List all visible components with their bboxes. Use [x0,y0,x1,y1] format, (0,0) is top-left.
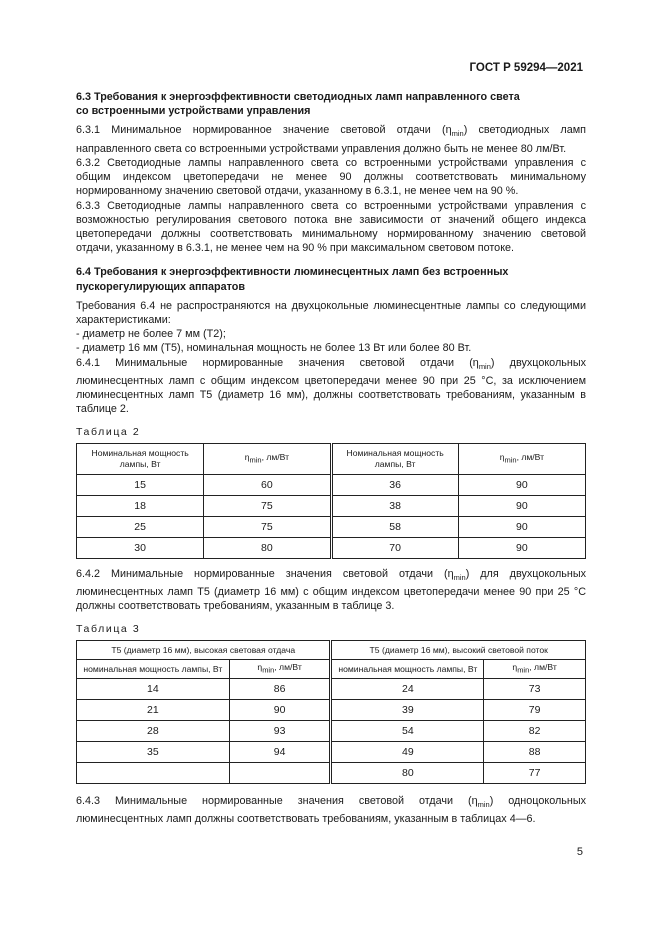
table-cell: 88 [484,741,586,762]
table-cell: 49 [331,741,484,762]
table-3 [76,640,586,784]
table-cell: 90 [229,699,331,720]
section-6-4-heading [76,265,586,293]
header-text: η [257,661,263,672]
table-cell: 28 [77,720,230,741]
table-cell: 14 [77,678,230,699]
table-row [77,474,586,495]
paragraph-text: ) для двухцокольных люминесцентных ламп Т5 (диаметр 16 мм) с общим индексом цветопередачи менее 90 при 25 °С должны соответствовать требованиям, указанным в таблице 3. [76,567,586,613]
header-text: , лм/Вт [516,451,545,462]
page-content [76,90,586,826]
subscript: min [478,361,491,371]
header-text: η [512,661,518,672]
subscript: min [453,572,466,582]
list-item-t2: - диаметр не более 7 мм (Т2); [76,328,226,341]
table-cell: 80 [331,762,484,783]
paragraph-6-4-2 [76,567,586,614]
table-row [77,537,586,558]
table-cell: 25 [77,516,204,537]
paragraph-6-4-1 [76,356,586,417]
table-cell: 75 [204,516,331,537]
subscript: min [249,455,262,465]
paragraph-text: ) одноцокольных люминесцентных ламп должны соответствовать требованиям, указанным в таблицах 4—6. [76,794,587,826]
header-power: номинальная мощность лампы, Вт [331,659,484,678]
table-2 [76,443,586,559]
paragraph-6-3-3: 6.3.3 Светодиодные лампы направленного света со встроенными устройствами управления с возможностью регулирования светового потока вне зависимости от значений общего индекса цветопередачи должны соответствовать минимальному нормированному значению световой отдачи, указанному в 6.3.1, не менее чем на 90 % при максимальном световом потоке. [76,199,586,255]
paragraph-text: 6.4.2 Минимальные нормированные значения световой отдачи (η [76,567,454,580]
table-row [77,762,586,783]
table-cell: 77 [484,762,586,783]
table-cell: 21 [77,699,230,720]
table-cell: 80 [204,537,331,558]
table-row [77,720,586,741]
table-cell: 75 [204,495,331,516]
table-row [77,741,586,762]
paragraph-text: 6.4.1 Минимальные нормированные значения световой отдачи (η [76,356,479,369]
table-cell: 58 [331,516,458,537]
table-row [77,516,586,537]
table-header-row [77,659,586,678]
paragraph-text: 6.3.1 Минимальное нормированное значение световой отдачи (η [76,124,452,137]
table-3-caption: Таблица 3 [76,622,141,635]
table-cell [77,762,230,783]
table-cell: 82 [484,720,586,741]
table-cell: 54 [331,720,484,741]
subscript: min [504,455,517,465]
table-cell: 35 [77,741,230,762]
table-row [77,699,586,720]
paragraph-6-4-intro: Требования 6.4 не распространяются на двухцокольные люминесцентные лампы со следующими характеристиками: [76,299,586,326]
header-text: η [244,451,250,462]
subscript: min [451,129,464,139]
heading-line-2: пускорегулирующих аппаратов [76,280,246,293]
table-header-row [77,443,586,474]
subscript: min [262,665,275,675]
table-cell: 24 [331,678,484,699]
paragraph-6-4-3 [76,794,586,827]
table-cell: 38 [331,495,458,516]
heading-line-1: 6.3 Требования к энергоэффективности светодиодных ламп направленного света [76,91,520,103]
table-2-caption: Таблица 2 [76,425,141,438]
table-cell: 30 [77,537,204,558]
table-cell: 94 [229,741,331,762]
subscript: min [517,665,530,675]
table-cell: 36 [331,474,458,495]
header-efficacy [484,659,586,678]
paragraph-6-3-2: 6.3.2 Светодиодные лампы направленного света со встроенными устройствами управления с общим индексом цветопередачи не менее 90 должны соответствовать минимальному нормированному значению световой отдачи, указанному в 6.3.1, не менее чем на 90 %. [76,156,586,198]
table-row [77,678,586,699]
header-efficacy [229,659,331,678]
table-row [77,495,586,516]
header-power: Номинальная мощность лампы, Вт [331,443,458,474]
table-cell: 18 [77,495,204,516]
header-text: η [499,451,505,462]
list-item-t5: - диаметр 16 мм (Т5), номинальная мощность не более 13 Вт или более 80 Вт. [76,342,472,355]
table-cell [229,762,331,783]
header-power: Номинальная мощность лампы, Вт [77,443,204,474]
group-header-high-output: Т5 (диаметр 16 мм), высокий световой поток [331,640,586,659]
table-group-row [77,640,586,659]
table-cell: 86 [229,678,331,699]
table-cell: 70 [331,537,458,558]
group-header-high-efficacy: Т5 (диаметр 16 мм), высокая световая отдача [77,640,331,659]
paragraph-text: 6.4.3 Минимальные нормированные значения световой отдачи (η [76,794,478,807]
document-id: ГОСТ Р 59294—2021 [469,62,583,74]
header-power: номинальная мощность лампы, Вт [77,659,230,678]
paragraph-text: ) светодиодных ламп направленного света со встроенными устройствами управления должно быть не менее 80 лм/Вт. [76,124,586,155]
table-cell: 15 [77,474,204,495]
page-number: 5 [576,846,583,858]
header-text: , лм/Вт [261,451,290,462]
table-cell: 93 [229,720,331,741]
header-efficacy [458,443,585,474]
paragraph-6-3-1 [76,123,586,156]
header-efficacy [204,443,331,474]
table-cell: 90 [458,495,585,516]
header-text: , лм/Вт [274,661,302,672]
table-cell: 39 [331,699,484,720]
table-cell: 60 [204,474,331,495]
table-cell: 90 [458,474,585,495]
table-cell: 90 [458,537,585,558]
table-cell: 73 [484,678,586,699]
section-6-3-heading [76,90,586,118]
heading-line-2: со встроенными устройствами управления [76,105,311,118]
table-cell: 90 [458,516,585,537]
table-cell: 79 [484,699,586,720]
header-text: , лм/Вт [529,661,557,672]
subscript: min [477,799,490,809]
paragraph-text: ) двухцокольных люминесцентных ламп с общим индексом цветопередачи менее 90 при 25 °С, за исключением люминесцентных ламп Т5 (диаметр 16 мм), должны соответствовать требованиям, указанным в таблице 2. [76,356,586,416]
heading-line-1: 6.4 Требования к энергоэффективности люминесцентных ламп без встроенных [76,266,509,279]
